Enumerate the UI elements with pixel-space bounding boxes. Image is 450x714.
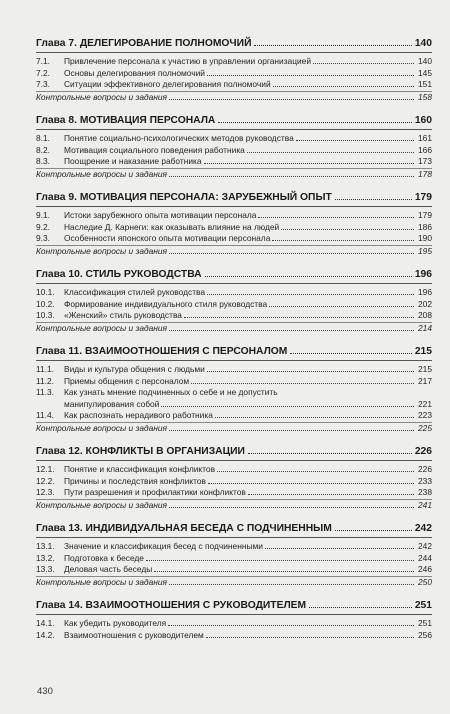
- section-title: Привлечение персонала к участию в управлении организацией: [64, 56, 312, 66]
- questions-entry: [36, 168, 432, 181]
- chapter-heading: [36, 521, 432, 538]
- questions-page-number: 225: [418, 422, 432, 433]
- chapter-page-number: 242: [414, 523, 432, 534]
- section-title: Как убедить руководителя: [64, 618, 167, 628]
- section-page-number: 215: [418, 364, 432, 374]
- toc-entry: [36, 56, 432, 68]
- toc-entry: [36, 618, 432, 630]
- section-page-number: 196: [418, 287, 432, 297]
- dot-leader: [191, 383, 414, 384]
- toc-entry-continuation: [36, 399, 432, 411]
- dot-leader: [247, 152, 414, 153]
- toc-entry: [36, 376, 432, 388]
- dot-leader: [258, 217, 414, 218]
- questions-entry: [36, 322, 432, 335]
- chapter-section: [36, 598, 432, 641]
- dot-leader: [272, 240, 414, 241]
- questions-entry: [36, 499, 432, 512]
- chapter-page-number: 160: [414, 115, 432, 126]
- dot-leader: [248, 453, 412, 454]
- section-title: Взаимоотношения с руководителем: [64, 629, 204, 640]
- section-number: 11.2.: [36, 375, 55, 386]
- section-number: 14.1.: [36, 618, 55, 628]
- section-page-number: 166: [418, 144, 432, 155]
- dot-leader: [206, 637, 414, 638]
- chapter-title: Глава 12. КОНФЛИКТЫ В ОРГАНИЗАЦИИ: [36, 446, 245, 457]
- section-title: Понятие и классификация конфликтов: [64, 464, 216, 474]
- toc-entry: [36, 364, 432, 376]
- dot-leader: [207, 75, 414, 76]
- section-number: 10.1.: [36, 287, 55, 297]
- toc-entry: [36, 222, 432, 234]
- chapter-title: Глава 10. СТИЛЬ РУКОВОДСТВА: [36, 269, 202, 280]
- toc-entry: [36, 630, 432, 642]
- section-number: 9.1.: [36, 210, 50, 220]
- section-page-number: 202: [418, 298, 432, 309]
- questions-title: Контрольные вопросы и задания: [36, 91, 168, 102]
- chapter-section: [36, 521, 432, 588]
- section-page-number: 251: [418, 618, 432, 628]
- questions-page-number: 158: [418, 91, 432, 102]
- dot-leader: [217, 471, 414, 472]
- section-number: 11.3.: [36, 387, 55, 397]
- chapter-heading: [36, 598, 432, 615]
- chapter-section: [36, 113, 432, 180]
- section-title: Как распознать нерадивого работника: [64, 410, 213, 420]
- questions-entry: [36, 422, 432, 435]
- section-page-number: 179: [418, 210, 432, 220]
- section-page-number: 208: [418, 310, 432, 320]
- section-number: 8.2.: [36, 144, 50, 155]
- dot-leader: [207, 371, 414, 372]
- toc-entry: [36, 553, 432, 565]
- dot-leader: [215, 417, 414, 418]
- section-number: 7.1.: [36, 56, 50, 66]
- chapter-title: Глава 7. ДЕЛЕГИРОВАНИЕ ПОЛНОМОЧИЙ: [36, 38, 252, 49]
- chapter-page-number: 179: [414, 192, 432, 203]
- questions-page-number: 195: [418, 245, 432, 256]
- toc-entry: [36, 299, 432, 311]
- section-page-number: 186: [418, 221, 432, 232]
- chapter-section: [36, 190, 432, 257]
- section-title: Деловая часть беседы: [64, 564, 153, 574]
- section-title: Причины и последствия конфликтов: [64, 475, 206, 486]
- section-number: 11.4.: [36, 410, 55, 420]
- section-number: 12.1.: [36, 464, 55, 474]
- questions-page-number: 241: [418, 499, 432, 510]
- section-page-number: 217: [418, 375, 432, 386]
- dot-leader: [335, 530, 412, 531]
- dot-leader: [154, 571, 414, 572]
- toc-entry: [36, 410, 432, 422]
- section-number: 8.3.: [36, 156, 50, 166]
- section-number: 12.2.: [36, 475, 55, 486]
- section-number: 9.2.: [36, 221, 50, 232]
- section-number: 7.2.: [36, 67, 50, 78]
- dot-leader: [313, 63, 414, 64]
- section-title: Ситуации эффективного делегирования полномочий: [64, 79, 271, 89]
- dot-leader: [254, 45, 411, 46]
- section-page-number: 151: [418, 79, 432, 89]
- questions-entry: [36, 245, 432, 258]
- dot-leader: [335, 199, 412, 200]
- chapter-title: Глава 8. МОТИВАЦИЯ ПЕРСОНАЛА: [36, 115, 216, 126]
- dot-leader: [169, 330, 414, 331]
- section-title: Особенности японского опыта мотивации персонала: [64, 233, 271, 243]
- dot-leader: [204, 163, 414, 164]
- section-number: 8.1.: [36, 133, 50, 143]
- chapter-title: Глава 13. ИНДИВИДУАЛЬНАЯ БЕСЕДА С ПОДЧИНЕННЫМ: [36, 523, 332, 534]
- section-page-number: 238: [418, 487, 432, 497]
- section-title: Истоки зарубежного опыта мотивации персонала: [64, 210, 257, 220]
- chapter-page-number: 251: [414, 600, 432, 611]
- chapter-title: Глава 14. ВЗАИМООТНОШЕНИЯ С РУКОВОДИТЕЛЕМ: [36, 600, 307, 611]
- dot-leader: [273, 86, 414, 87]
- dot-leader: [248, 494, 414, 495]
- chapter-page-number: 196: [414, 269, 432, 280]
- dot-leader: [207, 294, 414, 295]
- chapter-heading: [36, 113, 432, 130]
- questions-title: Контрольные вопросы и задания: [36, 245, 168, 256]
- section-number: 7.3.: [36, 79, 50, 89]
- section-page-number: 145: [418, 67, 432, 78]
- chapter-heading: [36, 344, 432, 361]
- chapter-heading: [36, 444, 432, 461]
- section-page-number: 226: [418, 464, 432, 474]
- toc-entry: [36, 133, 432, 145]
- section-number: 12.3.: [36, 487, 55, 497]
- dot-leader: [168, 625, 414, 626]
- toc-entry: [36, 145, 432, 157]
- toc-entry: [36, 79, 432, 91]
- section-page-number: 161: [418, 133, 432, 143]
- dot-leader: [205, 276, 412, 277]
- section-page-number: 233: [418, 475, 432, 486]
- toc-entry: [36, 464, 432, 476]
- dot-leader: [169, 176, 414, 177]
- section-number: 10.2.: [36, 298, 55, 309]
- dot-leader: [169, 507, 414, 508]
- dot-leader: [296, 140, 414, 141]
- dot-leader: [169, 253, 414, 254]
- dot-leader: [169, 99, 414, 100]
- section-title: Мотивация социального поведения работника: [64, 144, 245, 155]
- toc-entry: [36, 156, 432, 168]
- dot-leader: [208, 483, 414, 484]
- section-number: 13.1.: [36, 541, 55, 551]
- toc-entry: [36, 210, 432, 222]
- toc-entry: [36, 68, 432, 80]
- section-page-number: 242: [418, 541, 432, 551]
- toc-entry: [36, 387, 432, 399]
- chapter-section: [36, 36, 432, 103]
- toc-entry: [36, 476, 432, 488]
- chapter-page-number: 140: [414, 38, 432, 49]
- section-number: 14.2.: [36, 629, 55, 640]
- section-title: Подготовка к беседе: [64, 552, 144, 563]
- toc-entry: [36, 564, 432, 576]
- section-title: Классификация стилей руководства: [64, 287, 206, 297]
- toc-entry: [36, 541, 432, 553]
- toc-entry: [36, 287, 432, 299]
- chapter-heading: [36, 36, 432, 53]
- questions-page-number: 250: [418, 576, 432, 587]
- section-number: 9.3.: [36, 233, 50, 243]
- chapter-title: Глава 11. ВЗАИМООТНОШЕНИЯ С ПЕРСОНАЛОМ: [36, 346, 288, 357]
- section-title: Наследие Д. Карнеги: как оказывать влияние на людей: [64, 221, 280, 232]
- dot-leader: [269, 306, 414, 307]
- questions-title: Контрольные вопросы и задания: [36, 499, 168, 510]
- questions-title: Контрольные вопросы и задания: [36, 422, 168, 433]
- section-title: манипулирования собой: [64, 398, 160, 409]
- section-title: Значение и классификация бесед с подчиненными: [64, 541, 263, 551]
- section-page-number: 221: [418, 398, 432, 409]
- section-title: Виды и культура общения с людьми: [64, 364, 205, 374]
- dot-leader: [184, 317, 414, 318]
- questions-title: Контрольные вопросы и задания: [36, 576, 168, 587]
- section-title: Пути разрешения и профилактики конфликтов: [64, 487, 246, 497]
- toc-entry: [36, 310, 432, 322]
- dot-leader: [218, 122, 411, 123]
- chapter-section: [36, 444, 432, 511]
- section-page-number: 244: [418, 552, 432, 563]
- dot-leader: [281, 229, 414, 230]
- chapter-section: [36, 267, 432, 334]
- toc-entry: [36, 487, 432, 499]
- section-page-number: 140: [418, 56, 432, 66]
- chapter-page-number: 215: [414, 346, 432, 357]
- questions-title: Контрольные вопросы и задания: [36, 322, 168, 333]
- chapter-page-number: 226: [414, 446, 432, 457]
- chapter-section: [36, 344, 432, 434]
- dot-leader: [265, 548, 414, 549]
- dot-leader: [146, 560, 414, 561]
- table-of-contents: [36, 36, 432, 651]
- questions-title: Контрольные вопросы и задания: [36, 168, 168, 179]
- toc-entry: [36, 233, 432, 245]
- section-number: 13.3.: [36, 564, 55, 574]
- section-page-number: 256: [418, 629, 432, 640]
- chapter-heading: [36, 190, 432, 207]
- page-number: 430: [37, 686, 53, 697]
- dot-leader: [290, 353, 411, 354]
- chapter-title: Глава 9. МОТИВАЦИЯ ПЕРСОНАЛА: ЗАРУБЕЖНЫЙ ОПЫТ: [36, 192, 332, 203]
- section-title: «Женский» стиль руководства: [64, 310, 182, 320]
- dot-leader: [169, 430, 414, 431]
- dot-leader: [309, 607, 412, 608]
- section-title: Основы делегирования полномочий: [64, 67, 205, 78]
- section-title: Как узнать мнение подчиненных о себе и не допустить: [64, 387, 278, 397]
- questions-entry: [36, 91, 432, 104]
- section-title: Формирование индивидуального стиля руководства: [64, 298, 268, 309]
- chapter-heading: [36, 267, 432, 284]
- section-page-number: 173: [418, 156, 432, 166]
- section-number: 13.2.: [36, 552, 55, 563]
- section-page-number: 246: [418, 564, 432, 574]
- dot-leader: [161, 406, 414, 407]
- questions-entry: [36, 576, 432, 589]
- section-title: Поощрение и наказание работника: [64, 156, 202, 166]
- section-page-number: 223: [418, 410, 432, 420]
- questions-page-number: 214: [418, 322, 432, 333]
- dot-leader: [169, 584, 414, 585]
- section-number: 10.3.: [36, 310, 55, 320]
- questions-page-number: 178: [418, 168, 432, 179]
- section-title: Приемы общения с персоналом: [64, 375, 190, 386]
- section-page-number: 190: [418, 233, 432, 243]
- section-number: 11.1.: [36, 364, 55, 374]
- section-title: Понятие социально-психологических методов руководства: [64, 133, 294, 143]
